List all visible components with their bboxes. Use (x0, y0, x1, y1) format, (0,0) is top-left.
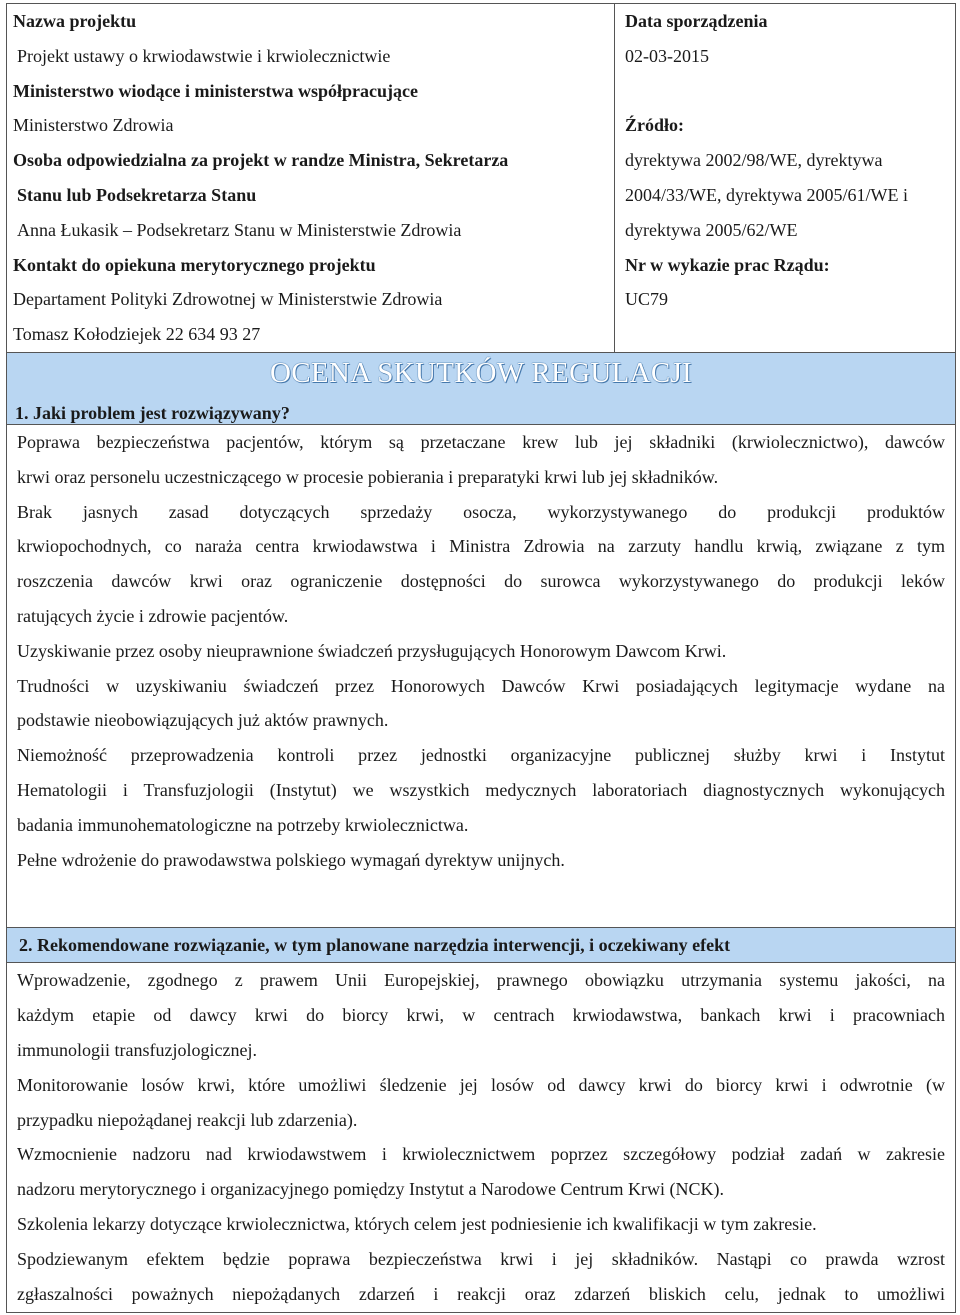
ministry: Ministerstwo Zdrowia (13, 115, 174, 136)
source-line-2: 2004/33/WE, dyrektywa 2005/61/WE i (625, 184, 908, 205)
paragraph (17, 963, 945, 1067)
paragraph-line: krwi oraz personelu uczestniczącego w procesie pobierania i preparatyki krwi lub jej składników. (17, 466, 719, 487)
paragraph (17, 1242, 945, 1312)
section-1-title: 1. Jaki problem jest rozwiązywany? (7, 392, 955, 425)
section-separator (7, 877, 955, 928)
paragraph-line: Wzmocnienie nadzoru nad krwiodawstwem i krwiolecznictwem poprzez szczegółowy podział zadań w zakresie (17, 1144, 945, 1165)
section-2-content (7, 963, 955, 1311)
worklist-value: UC79 (625, 289, 669, 310)
paragraph-line: badania immunohematologiczne na potrzeby krwiolecznictwa. (17, 814, 469, 835)
paragraph-line: Pełne wdrożenie do prawodawstwa polskiego wymagań dyrektyw unijnych. (17, 849, 565, 870)
paragraph-line: krwiopochodnych, co naraża centra krwiodawstwa i Ministra Zdrowia na zarzuty handlu krwią, związane z tym (17, 536, 945, 557)
paragraph-line: Szkolenia lekarzy dotyczące krwiolecznictwa, których celem jest podniesienie ich kwalifikacji w tym zakresie. (17, 1213, 817, 1234)
paragraph (17, 843, 945, 878)
section-1-content (7, 425, 955, 877)
contact-department: Departament Polityki Zdrowotnej w Ministerstwie Zdrowia (13, 289, 443, 310)
responsible-label: Osoba odpowiedzialna za projekt w randze Ministra, Sekretarza (13, 150, 509, 171)
header-table (7, 4, 955, 353)
paragraph (17, 495, 945, 634)
paragraph-line: Wprowadzenie, zgodnego z prawem Unii Europejskiej, prawnego obowiązku utrzymania systemu jakości, na (17, 970, 945, 991)
paragraph (17, 738, 945, 842)
paragraph-line: Trudności w uzyskiwaniu świadczeń przez Honorowych Dawców Krwi posiadających legitymacje wydane na (17, 675, 945, 696)
paragraph-line: każdym etapie od dawcy krwi do biorcy krwi, w centrach krwiodawstwa, bankach krwi i pracowniach (17, 1005, 945, 1026)
paragraph (17, 425, 945, 495)
source-line-3: dyrektywa 2005/62/WE (625, 219, 798, 240)
paragraph-line: Uzyskiwanie przez osoby nieuprawnione świadczeń przysługujących Honorowym Dawcom Krwi. (17, 640, 727, 661)
contact-person: Tomasz Kołodziejek 22 634 93 27 (13, 324, 261, 345)
paragraph-line: ratujących życie i zdrowie pacjentów. (17, 605, 289, 626)
header-left-column (7, 4, 615, 352)
paragraph-line: Niemożność przeprowadzenia kontroli przez jednostki organizacyjne publicznej służby krwi i Instytut (17, 745, 945, 766)
responsible-person: Anna Łukasik – Podsekretarz Stanu w Ministerstwie Zdrowia (17, 219, 462, 240)
contact-label: Kontakt do opiekuna merytorycznego projektu (13, 254, 376, 275)
paragraph-line: roszczenia dawców krwi oraz ograniczenie dostępności do surowca wykorzystywanego do produkcji leków (17, 571, 945, 592)
paragraph-line: immunologii transfuzjologicznej. (17, 1039, 257, 1060)
paragraph-line: zgłaszalności poważnych niepożądanych zdarzeń i reakcji oraz zdarzeń bliskich celu, jednak to umożliwi (17, 1283, 945, 1304)
responsible-label-cont: Stanu lub Podsekretarza Stanu (17, 184, 257, 205)
project-name: Projekt ustawy o krwiodawstwie i krwiolecznictwie (17, 45, 391, 66)
spacer (625, 74, 955, 109)
document-page (6, 3, 956, 1313)
paragraph (17, 669, 945, 739)
paragraph-line: Brak jasnych zasad dotyczących sprzedaży osocza, wykorzystywanego do produkcji produktów (17, 501, 945, 522)
date-label: Data sporządzenia (625, 11, 768, 31)
paragraph (17, 1137, 945, 1207)
project-name-label: Nazwa projektu (13, 11, 137, 31)
paragraph-line: nadzoru merytorycznego i organizacyjnego pomiędzy Instytut a Narodowe Centrum Krwi (NCK). (17, 1179, 724, 1200)
paragraph-line: Monitorowanie losów krwi, które umożliwi śledzenie jej losów od dawcy krwi do biorcy krwi i odwrotnie (w (17, 1074, 945, 1095)
source-label: Źródło: (625, 115, 685, 136)
ministry-label: Ministerstwo wiodące i ministerstwa współpracujące (13, 80, 418, 101)
header-right-column (615, 4, 955, 352)
source-line-1: dyrektywa 2002/98/WE, dyrektywa (625, 150, 883, 171)
worklist-label: Nr w wykazie prac Rządu: (625, 254, 830, 275)
paragraph (17, 634, 945, 669)
paragraph-line: Hematologii i Transfuzjologii (Instytut) we wszystkich medycznych laboratoriach diagnostycznych wykonujących (17, 779, 945, 800)
paragraph (17, 1207, 945, 1242)
paragraph-line: Spodziewanym efektem będzie poprawa bezpieczeństwa krwi i jej składników. Nastąpi co prawda wzrost (17, 1248, 945, 1269)
paragraph (17, 1068, 945, 1138)
paragraph-line: podstawie nieobowiązujących już aktów prawnych. (17, 710, 389, 731)
paragraph-line: przypadku niepożądanej reakcji lub zdarzenia). (17, 1109, 358, 1130)
paragraph-line: Poprawa bezpieczeństwa pacjentów, którym są przetaczane krew lub jej składniki (krwiolecznictwo), dawców (17, 432, 945, 452)
banner-title: OCENA SKUTKÓW REGULACJI (269, 357, 693, 389)
section-2-title: 2. Rekomendowane rozwiązanie, w tym planowane narzędzia interwencji, i oczekiwany efekt (7, 928, 955, 963)
date-value: 02-03-2015 (625, 45, 709, 66)
